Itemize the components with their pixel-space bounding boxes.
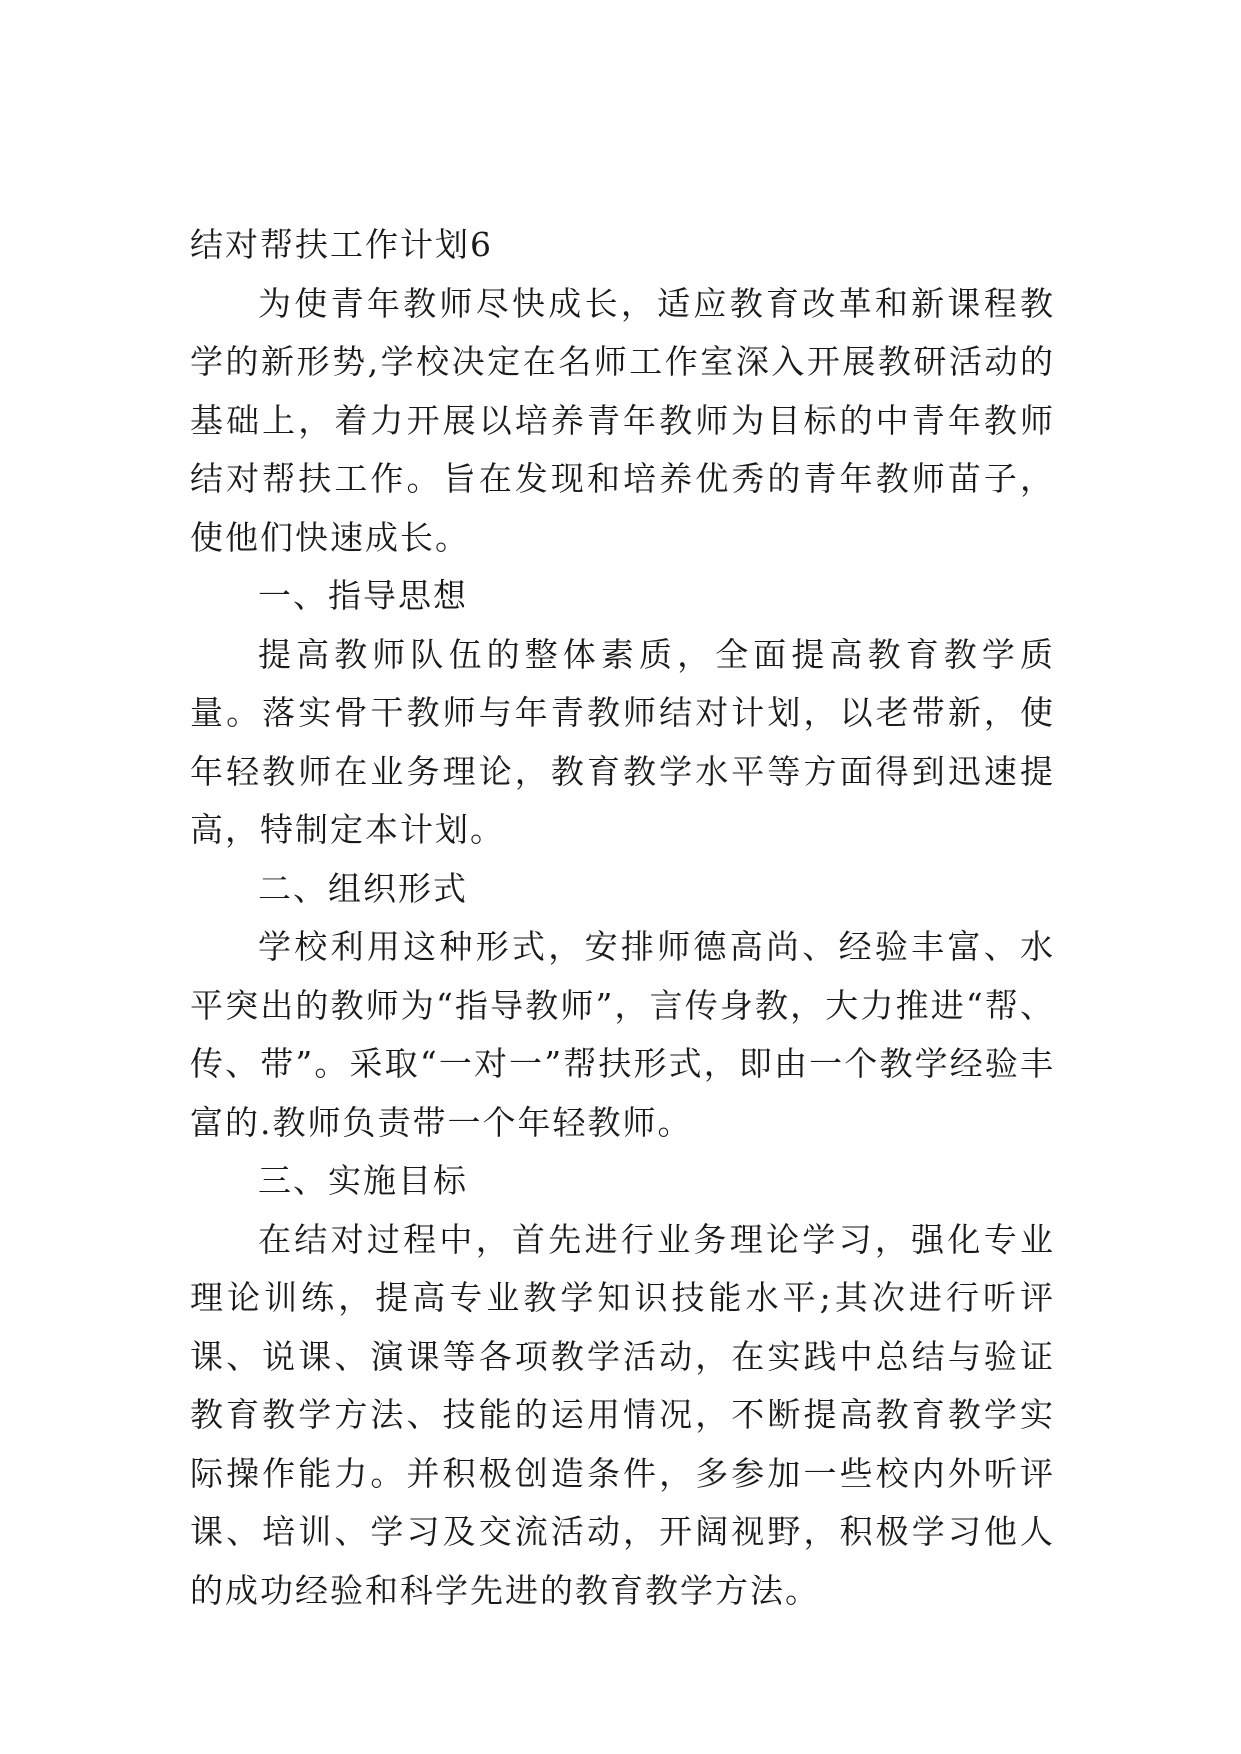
section-heading-organization-form: 二、组织形式 xyxy=(258,868,468,908)
guiding-thought-paragraph: 提高教师队伍的整体素质，全面提高教育教学质量。落实骨干教师与年青教师结对计划，以老带新，使年轻教师在业务理论，教育教学水平等方面得到迅速提高，特制定本计划。 xyxy=(190,634,1055,849)
section-heading-implementation-goals: 三、实施目标 xyxy=(258,1161,468,1200)
organization-form-paragraph: 学校利用这种形式，安排师德高尚、经验丰富、水平突出的教师为“指导教师”，言传身教，大力推进“帮、传、带”。采取“一对一”帮扶形式，即由一个教学经验丰富的.教师负责带一个年轻教师。 xyxy=(190,927,1055,1142)
document-title: 结对帮扶工作计划6 xyxy=(190,225,493,264)
intro-paragraph: 为使青年教师尽快成长，适应教育改革和新课程教学的新形势,学校决定在名师工作室深入开展教研活动的基础上，着力开展以培养青年教师为目标的中青年教师结对帮扶工作。旨在发现和培养优秀的青年教师苗子，使他们快速成长。 xyxy=(190,283,1055,557)
section-heading-guiding-thought: 一、指导思想 xyxy=(258,576,468,615)
document-body xyxy=(190,216,1055,1620)
implementation-goals-paragraph: 在结对过程中，首先进行业务理论学习，强化专业理论训练，提高专业教学知识技能水平;其次进行听评课、说课、演课等各项教学活动，在实践中总结与验证教育教学方法、技能的运用情况，不断提高教育教学实际操作能力。并积极创造条件，多参加一些校内外听评课、培训、学习及交流活动，开阔视野，积极学习他人的成功经验和科学先进的教育教学方法。 xyxy=(190,1219,1055,1610)
